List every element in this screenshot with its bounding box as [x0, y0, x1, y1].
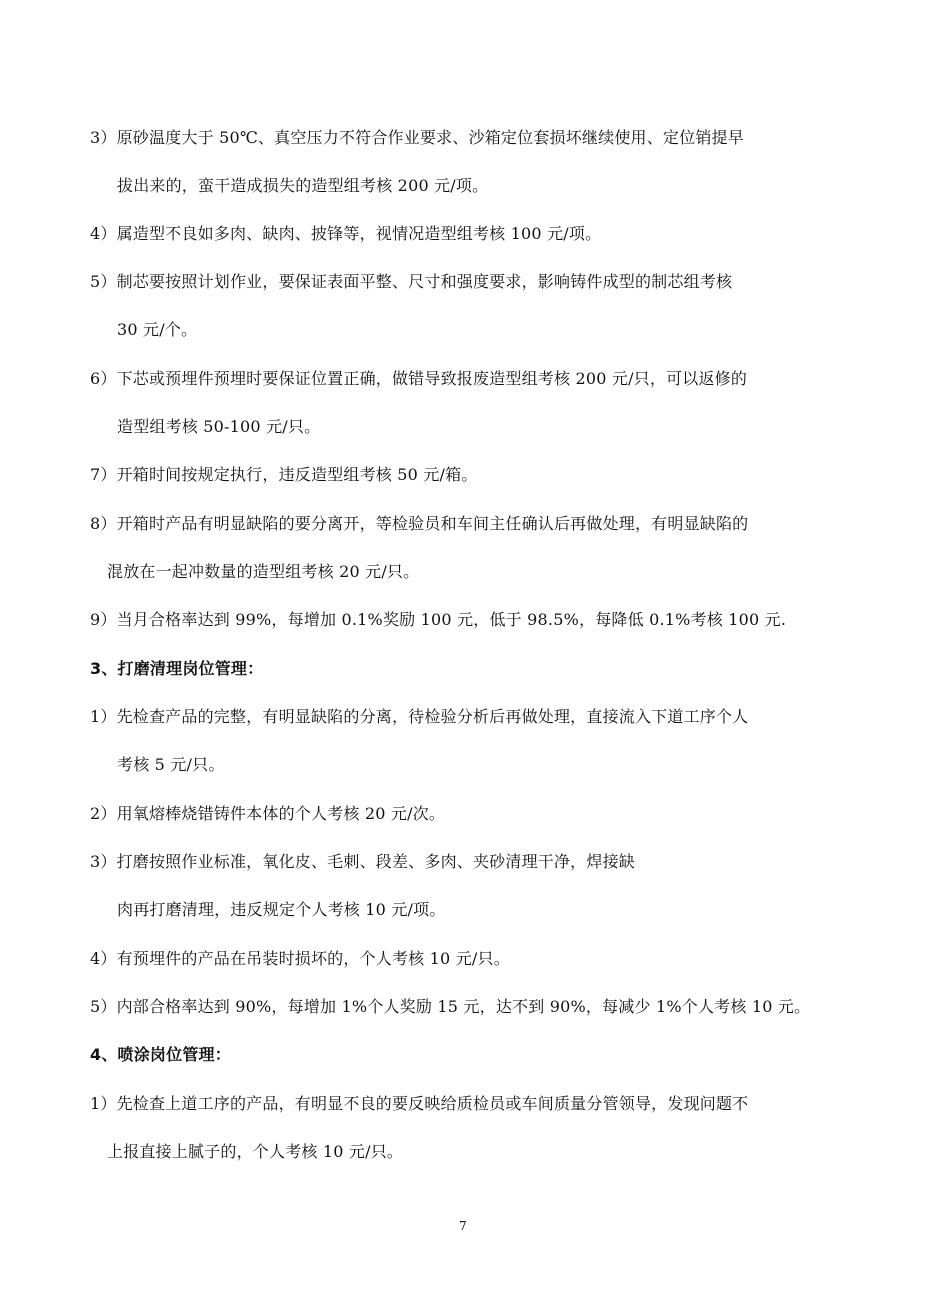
- grinding-item-3-line-1: 3）打磨按照作业标准，氧化皮、毛刺、段差、多肉、夹砂清理干净，焊接缺: [90, 852, 635, 871]
- item-3-line-1: 3）原砂温度大于 50℃、真空压力不符合作业要求、沙箱定位套损坏继续使用、定位销提早: [90, 128, 744, 147]
- item-8-line-2: 混放在一起冲数量的造型组考核 20 元/只。: [107, 562, 420, 581]
- item-8-line-1: 8）开箱时产品有明显缺陷的要分离开，等检验员和车间主任确认后再做处理，有明显缺陷的: [90, 514, 749, 533]
- grinding-item-1-line-2: 考核 5 元/只。: [117, 755, 225, 774]
- section-heading-grinding: 3、打磨清理岗位管理：: [90, 659, 264, 678]
- spraying-item-1-line-2: 上报直接上腻子的，个人考核 10 元/只。: [107, 1142, 404, 1161]
- spraying-item-1-line-1: 1）先检查上道工序的产品，有明显不良的要反映给质检员或车间质量分管领导，发现问题不: [90, 1094, 749, 1113]
- item-7-line-1: 7）开箱时间按规定执行，违反造型组考核 50 元/箱。: [90, 465, 478, 484]
- grinding-item-1-line-1: 1）先检查产品的完整，有明显缺陷的分离，待检验分析后再做处理，直接流入下道工序个人: [90, 707, 749, 726]
- item-4-line-1: 4）属造型不良如多肉、缺肉、披锋等，视情况造型组考核 100 元/项。: [90, 224, 602, 243]
- item-5-line-1: 5）制芯要按照计划作业，要保证表面平整、尺寸和强度要求，影响铸件成型的制芯组考核: [90, 272, 733, 291]
- grinding-item-5-line-1: 5）内部合格率达到 90%，每增加 1%个人奖励 15 元，达不到 90%，每减少 1%个人考核 10 元。: [90, 997, 811, 1016]
- item-6-line-2: 造型组考核 50-100 元/只。: [117, 417, 321, 436]
- item-9-line-1: 9）当月合格率达到 99%，每增加 0.1%奖励 100 元，低于 98.5%，每降低 0.1%考核 100 元.: [90, 610, 787, 629]
- section-heading-spraying: 4、喷涂岗位管理：: [90, 1045, 231, 1064]
- item-6-line-1: 6）下芯或预埋件预埋时要保证位置正确，做错导致报废造型组考核 200 元/只，可以返修的: [90, 369, 748, 388]
- item-3-line-2: 拔出来的，蛮干造成损失的造型组考核 200 元/项。: [117, 176, 489, 195]
- grinding-item-4-line-1: 4）有预埋件的产品在吊装时损坏的，个人考核 10 元/只。: [90, 949, 510, 968]
- page-number: 7: [459, 1219, 467, 1233]
- grinding-item-2-line-1: 2）用氧熔棒烧错铸件本体的个人考核 20 元/次。: [90, 804, 446, 823]
- grinding-item-3-line-2: 肉再打磨清理，违反规定个人考核 10 元/项。: [117, 900, 446, 919]
- item-5-line-2: 30 元/个。: [117, 320, 198, 339]
